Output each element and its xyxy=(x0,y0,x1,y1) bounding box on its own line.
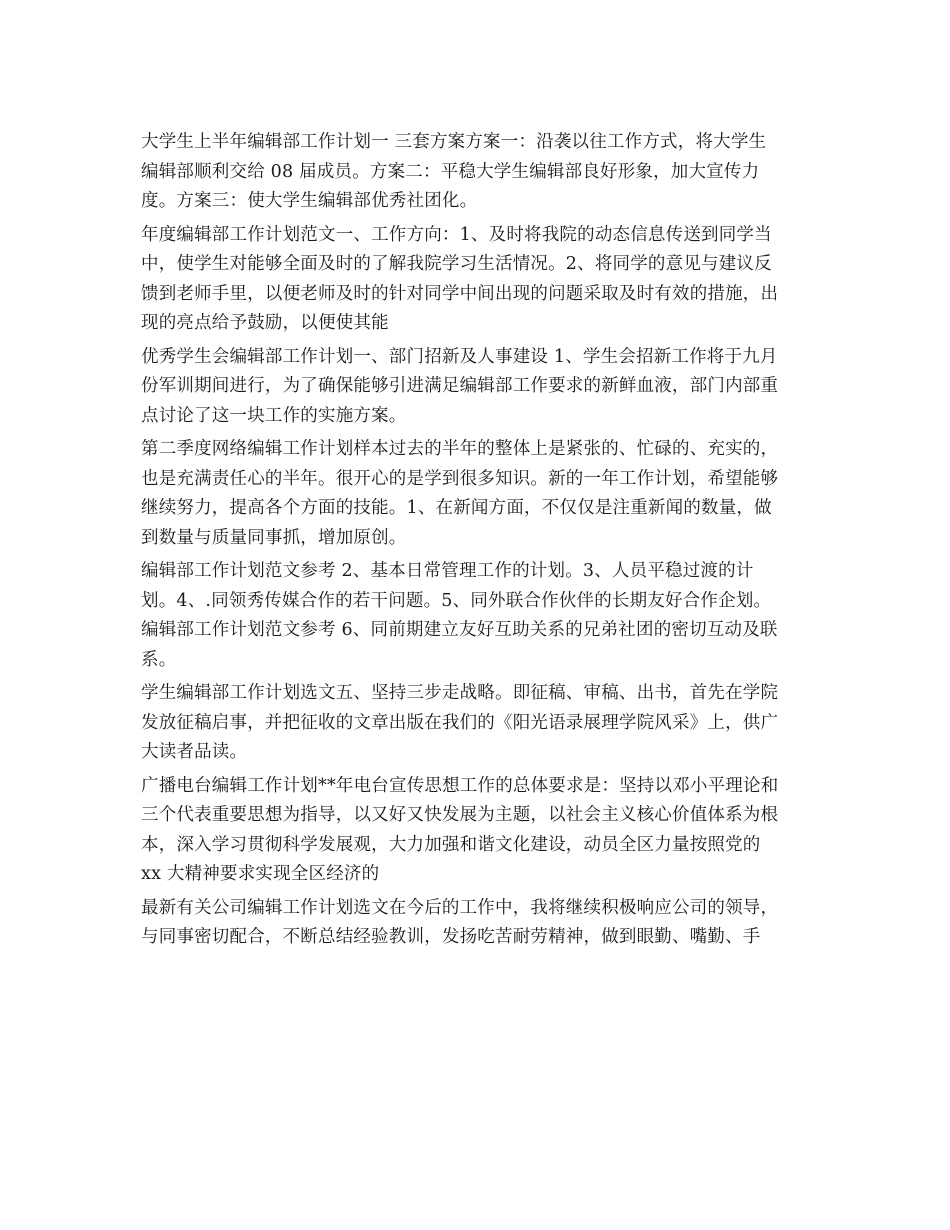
paragraph-8 xyxy=(141,894,809,953)
text-line: 编辑部工作计划范文参考 6、同前期建立友好互助关系的兄弟社团的密切互动及联 xyxy=(141,620,778,640)
text-line: 大读者品读。 xyxy=(141,742,248,762)
text-line: 份军训期间进行，为了确保能够引进满足编辑部工作要求的新鲜血液，部门内部重 xyxy=(141,376,779,396)
text-line: 最新有关公司编辑工作计划选文在今后的工作中，我将继续积极响应公司的领导， xyxy=(141,897,779,918)
paragraph-7 xyxy=(141,772,809,890)
text-line: 年度编辑部工作计划范文一、工作方向：1、及时将我院的动态信息传送到同学当 xyxy=(141,224,772,245)
text-line: 度。方案三：使大学生编辑部优秀社团化。 xyxy=(141,191,478,211)
text-line: 与同事密切配合，不断总结经验教训，发扬吃苦耐劳精神，做到眼勤、嘴勤、手 xyxy=(141,927,761,947)
text-line: 广播电台编辑工作计划**年电台宣传思想工作的总体要求是：坚持以邓小平理论和 xyxy=(141,775,779,796)
paragraph-1 xyxy=(141,128,809,217)
text-line: 大学生上半年编辑部工作计划一 三套方案方案一：沿袭以往工作方式，将大学生 xyxy=(141,132,767,152)
text-line: 编辑部工作计划范文参考 2、基本日常管理工作的计划。3、人员平稳过渡的计 xyxy=(141,561,754,581)
text-line: 划。4、.同领秀传媒合作的若干问题。5、同外联合作伙伴的长期友好合作企划。 xyxy=(141,590,772,611)
text-line: 也是充满责任心的半年。很开心的是学到很多知识。新的一年工作计划，希望能够 xyxy=(141,468,779,489)
text-line: 点讨论了这一块工作的实施方案。 xyxy=(141,405,407,426)
text-line: 现的亮点给予鼓励，以便使其能 xyxy=(141,313,389,333)
text-line: 中，使学生对能够全面及时的了解我院学习生活情况。2、将同学的意见与建议反 xyxy=(141,254,772,274)
text-line: 发放征稿启事，并把征收的文章出版在我们的《阳光语录展理学院风采》上，供广 xyxy=(141,712,779,733)
text-line: 继续努力，提高各个方面的技能。1、在新闻方面，不仅仅是注重新闻的数量，做 xyxy=(141,498,772,518)
text-line: 本，深入学习贯彻科学发展观，大力加强和谐文化建设，动员全区力量按照党的 xyxy=(141,834,761,855)
paragraph-6 xyxy=(141,679,809,768)
text-line: xx 大精神要求实现全区经济的 xyxy=(141,864,380,884)
text-line: 三个代表重要思想为指导，以又好又快发展为主题，以社会主义核心价值体系为根 xyxy=(141,805,779,825)
text-line: 第二季度网络编辑工作计划样本过去的半年的整体上是紧张的、忙碌的、充实的， xyxy=(141,439,779,459)
text-line: 编辑部顺利交给 08 届成员。方案二：平稳大学生编辑部良好形象，加大宣传力 xyxy=(141,161,760,182)
paragraph-3 xyxy=(141,343,809,432)
paragraph-2 xyxy=(141,221,809,339)
paragraph-4 xyxy=(141,435,809,553)
text-line: 学生编辑部工作计划选文五、坚持三步走战略。即征稿、审稿、出书，首先在学院 xyxy=(141,683,779,703)
text-line: 系。 xyxy=(141,649,177,670)
text-line: 馈到老师手里，以便老师及时的针对同学中间出现的问题采取及时有效的措施，出 xyxy=(141,283,779,304)
text-line: 优秀学生会编辑部工作计划一、部门招新及人事建设 1、学生会招新工作将于九月 xyxy=(141,346,778,367)
document-body xyxy=(141,128,809,957)
paragraph-5 xyxy=(141,557,809,675)
text-line: 到数量与质量同事抓，增加原创。 xyxy=(141,527,407,548)
